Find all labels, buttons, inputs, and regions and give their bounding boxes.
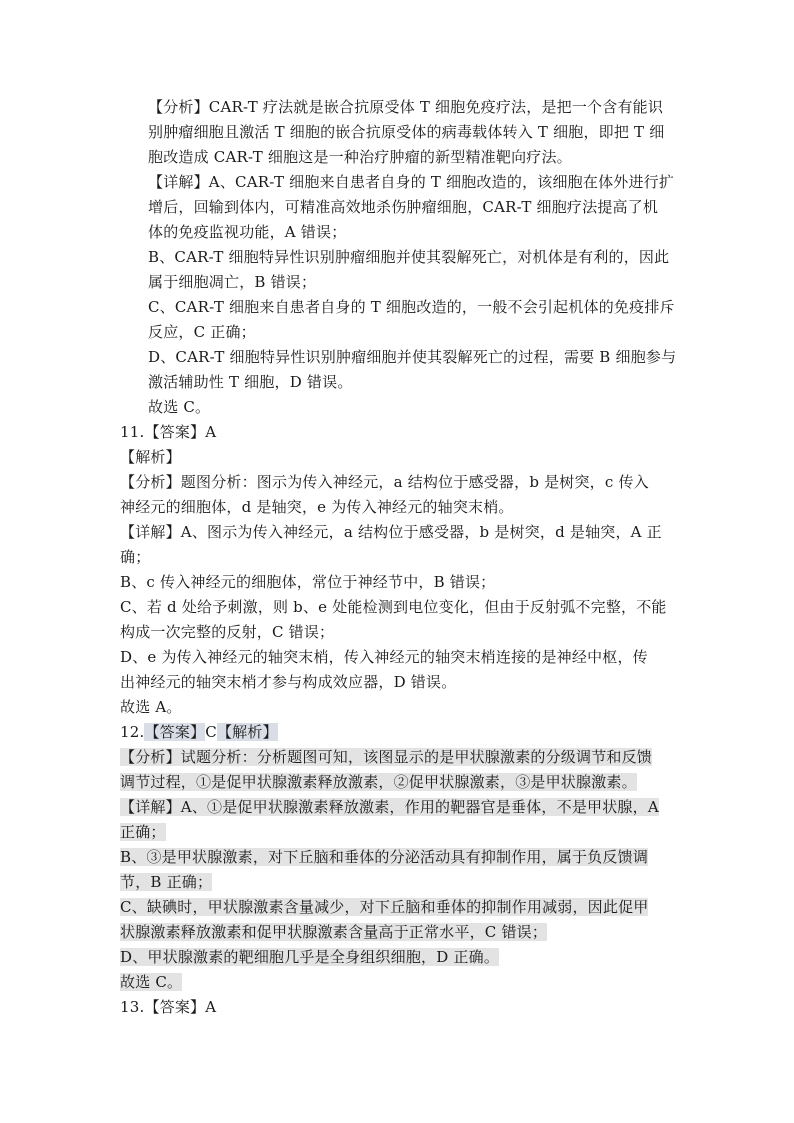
q12-analysis-text-2: 调节过程，①是促甲状腺激素释放激素，②促甲状腺激素，③是甲状腺激素。 [120, 773, 637, 791]
q11-answer: 11.【答案】A [120, 423, 217, 441]
q10-detail-line-4: B、CAR-T 细胞特异性识别肿瘤细胞并使其裂解死亡，对机体是有利的，因此 [148, 248, 670, 266]
q11-detail-line-3: B、c 传入神经元的细胞体，常位于神经节中，B 错误； [120, 573, 496, 591]
q12-detail-text-1: 【详解】A、①是促甲状腺激素释放激素，作用的靶器官是垂体，不是甲状腺，A [120, 798, 659, 816]
q12-answer-value: C [205, 723, 217, 741]
q10-detail-line-7: 反应，C 正确； [148, 323, 256, 341]
q12-analysis-label: 【解析】 [216, 723, 278, 741]
q11-detail-line-6: D、e 为传入神经元的轴突末梢，传入神经元的轴突末梢连接的是神经中枢，传 [120, 648, 648, 666]
q12-detail-line-6 [120, 921, 547, 943]
q12-detail-text-6: 状腺激素释放激素和促甲状腺激素含量高于正常水平，C 错误； [120, 923, 548, 941]
q10-detail-line-3: 体的免疫监视功能，A 错误； [148, 223, 347, 241]
q12-detail-text-3: B、③是甲状腺激素，对下丘脑和垂体的分泌活动具有抑制作用，属于负反馈调 [120, 848, 649, 866]
q12-detail-text-7: D、甲状腺激素的靶细胞几乎是全身组织细胞，D 正确。 [120, 948, 500, 966]
q12-detail-line-4 [120, 871, 212, 893]
q11-analysis-heading: 【解析】 [120, 448, 181, 466]
q12-analysis-line-1 [120, 746, 652, 768]
q11-detail-line-2: 确； [120, 548, 151, 566]
q10-analysis-line-2: 别肿瘤细胞且激活 T 细胞的嵌合抗原受体的病毒载体转入 T 细胞，即把 T 细 [148, 123, 665, 141]
q12-analysis-line-2 [120, 771, 637, 793]
q12-detail-text-5: C、缺碘时，甲状腺激素含量减少，对下丘脑和垂体的抑制作用减弱，因此促甲 [120, 898, 649, 916]
q12-number: 12. [120, 723, 145, 741]
q11-conclusion: 故选 A。 [120, 698, 182, 716]
q10-analysis-line-1: 【分析】CAR-T 疗法就是嵌合抗原受体 T 细胞免疫疗法，是把一个含有能识 [148, 98, 664, 116]
q12-detail-line-1 [120, 796, 659, 818]
q13-answer: 13.【答案】A [120, 998, 217, 1016]
q10-conclusion: 故选 C。 [148, 398, 211, 416]
q10-detail-line-8: D、CAR-T 细胞特异性识别肿瘤细胞并使其裂解死亡的过程，需要 B 细胞参与 [148, 348, 677, 366]
q12-analysis-text-1: 【分析】试题分析：分析题图可知，该图显示的是甲状腺激素的分级调节和反馈 [120, 748, 653, 766]
q12-detail-line-2 [120, 821, 166, 843]
q12-detail-text-2: 正确； [120, 823, 166, 841]
q10-detail-line-5: 属于细胞凋亡，B 错误； [148, 273, 317, 291]
q12-conclusion-text: 故选 C。 [120, 973, 183, 991]
q11-detail-line-4: C、若 d 处给予刺激，则 b、e 处能检测到电位变化，但由于反射弧不完整，不能 [120, 598, 667, 616]
q10-detail-line-6: C、CAR-T 细胞来自患者自身的 T 细胞改造的，一般不会引起机体的免疫排斥 [148, 298, 675, 316]
q11-detail-line-7: 出神经元的轴突末梢才参与构成效应器，D 错误。 [120, 673, 457, 691]
q11-analysis-line-1: 【分析】题图分析：图示为传入神经元，a 结构位于感受器，b 是树突，c 传入 [120, 473, 649, 491]
q11-detail-line-1: 【详解】A、图示为传入神经元，a 结构位于感受器，b 是树突，d 是轴突，A 正 [120, 523, 662, 541]
q12-conclusion [120, 971, 182, 993]
q12-detail-line-3 [120, 846, 648, 868]
q12-answer-line [120, 721, 278, 743]
q10-analysis-line-3: 胞改造成 CAR-T 细胞这是一种治疗肿瘤的新型精准靶向疗法。 [148, 148, 572, 166]
q12-answer-label: 【答案】 [144, 723, 206, 741]
q12-detail-text-4: 节，B 正确； [120, 873, 213, 891]
q12-detail-line-7 [120, 946, 499, 968]
q11-analysis-line-2: 神经元的细胞体，d 是轴突，e 为传入神经元的轴突末梢。 [120, 498, 514, 516]
q10-detail-line-2: 增后，回输到体内，可精准高效地杀伤肿瘤细胞，CAR-T 细胞疗法提高了机 [148, 198, 659, 216]
q10-detail-line-1: 【详解】A、CAR-T 细胞来自患者自身的 T 细胞改造的，该细胞在体外进行扩 [148, 173, 675, 191]
q11-detail-line-5: 构成一次完整的反射，C 错误； [120, 623, 335, 641]
q12-detail-line-5 [120, 896, 648, 918]
q10-detail-line-9: 激活辅助性 T 细胞，D 错误。 [148, 373, 353, 391]
